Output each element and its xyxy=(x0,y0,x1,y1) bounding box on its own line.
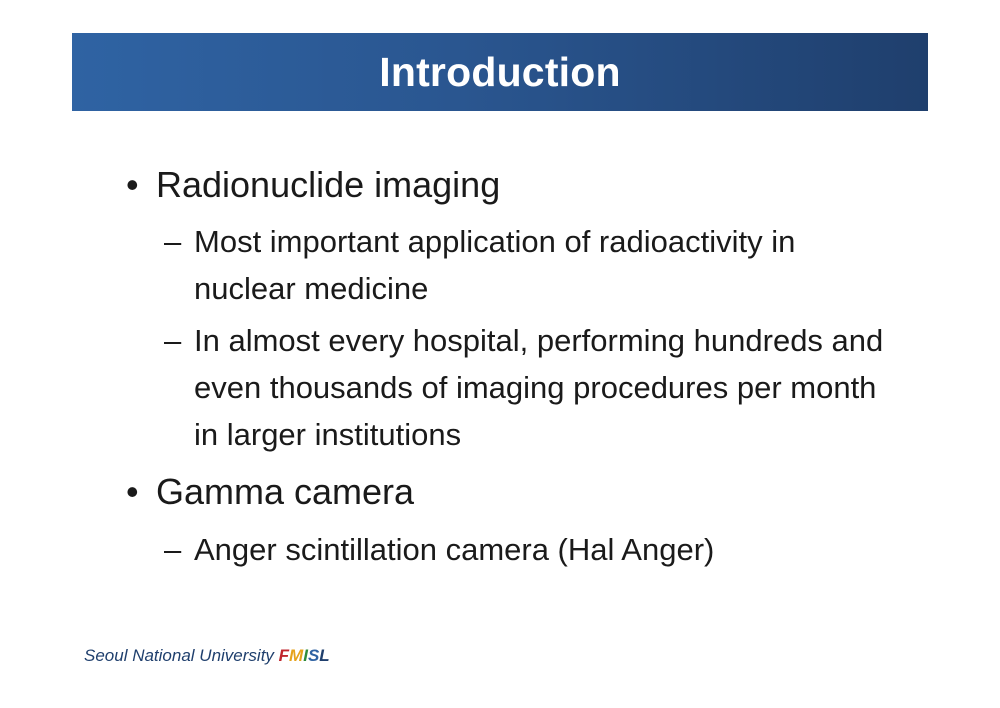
bullet-item xyxy=(126,163,906,207)
sub-bullet-glyph: – xyxy=(164,224,182,259)
sub-bullet-text: Anger scintillation camera (Hal Anger) xyxy=(194,532,715,567)
lab-letter-i: I xyxy=(303,646,308,665)
lab-letter-m: M xyxy=(289,646,304,665)
footer xyxy=(84,646,330,666)
footer-lab-name xyxy=(279,646,330,665)
sub-bullet-item xyxy=(164,218,884,312)
lab-letter-f: F xyxy=(278,646,290,665)
bullet-glyph: • xyxy=(126,471,139,512)
lab-letter-s: S xyxy=(307,646,320,665)
footer-institution: Seoul National University xyxy=(84,646,274,665)
sub-bullet-text: Most important application of radioactivity in nuclear medicine xyxy=(194,224,796,306)
lab-letter-l: L xyxy=(319,646,330,665)
slide-title: Introduction xyxy=(379,48,621,95)
sub-bullet-item xyxy=(164,526,884,573)
bullet-item xyxy=(126,470,906,514)
sub-bullet-glyph: – xyxy=(164,532,182,567)
sub-bullet-item xyxy=(164,317,884,458)
bullet-glyph: • xyxy=(126,164,139,205)
sub-bullet-glyph: – xyxy=(164,323,182,358)
bullet-text: Gamma camera xyxy=(156,471,415,512)
sub-bullet-text: In almost every hospital, performing hundreds and even thousands of imaging procedures per month in larger institutions xyxy=(194,323,884,452)
bullet-text: Radionuclide imaging xyxy=(156,164,501,205)
